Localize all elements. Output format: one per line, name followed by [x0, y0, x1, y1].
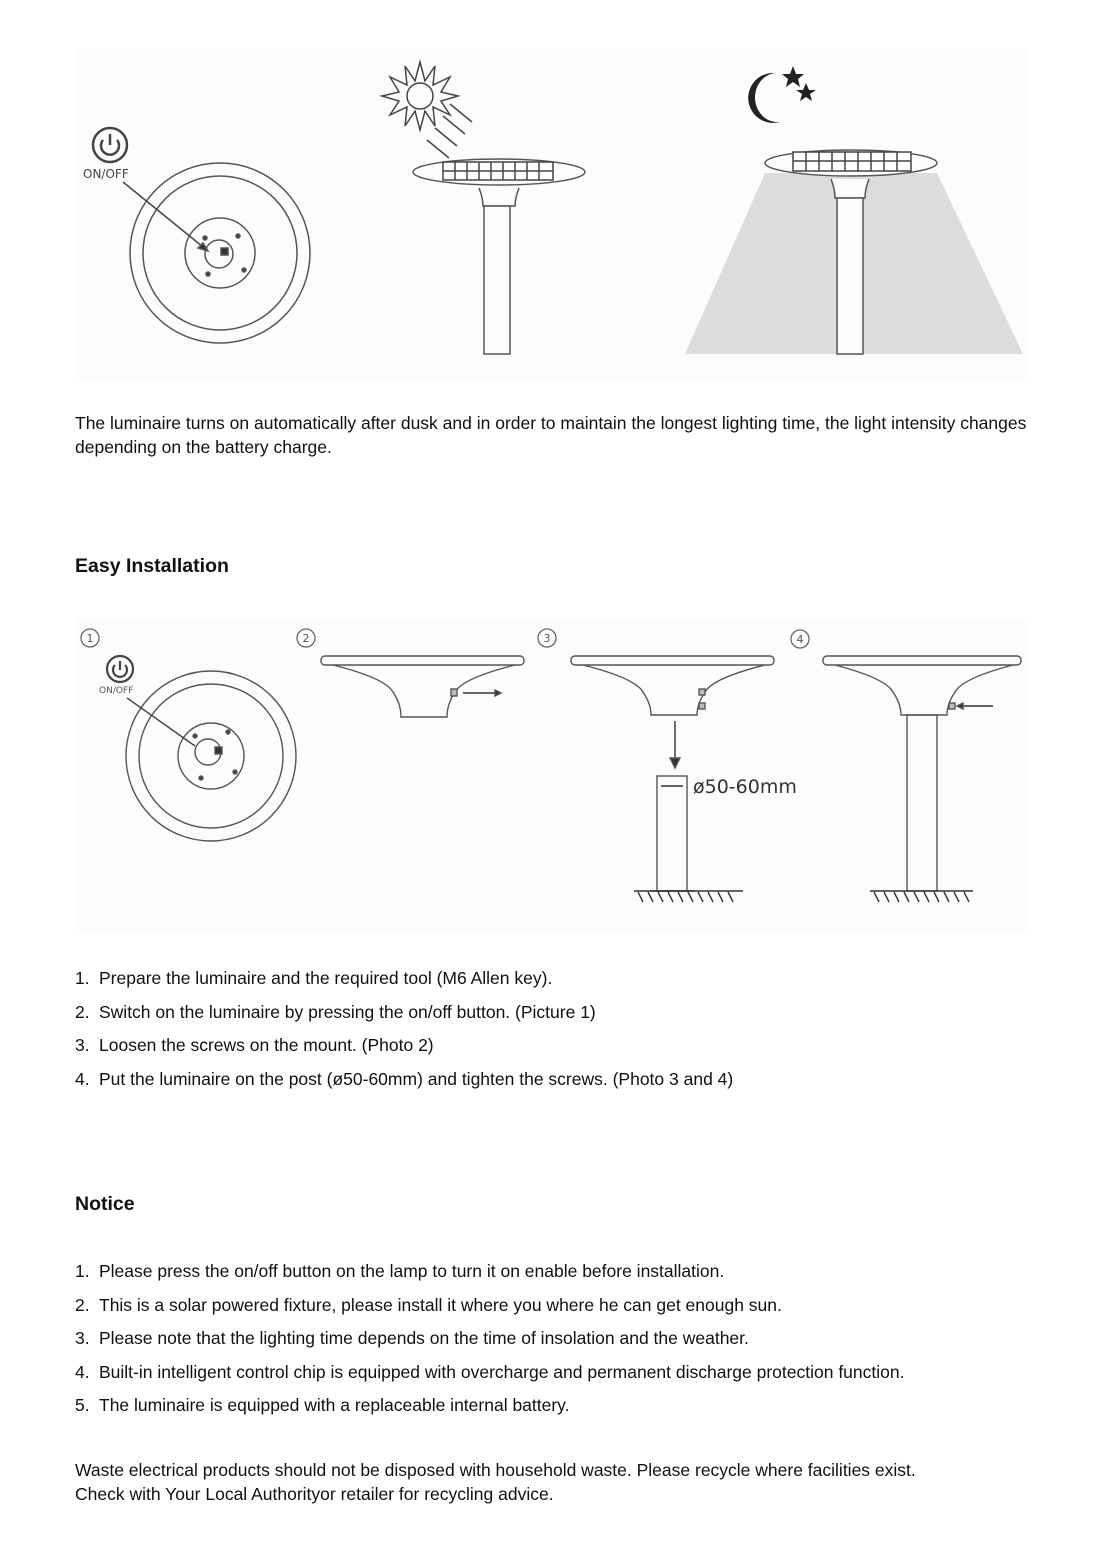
notice-heading: Notice [75, 1193, 135, 1215]
intro-paragraph: The luminaire turns on automatically after dusk and in order to maintain the longest lighting time, the light intensity changes depending on the battery charge. [75, 413, 1027, 457]
lamp-installed-icon [823, 656, 1021, 902]
on-off-label: ON/OFF [83, 167, 129, 181]
installation-illustration [75, 618, 1030, 930]
list-item: 4. Built-in intelligent control chip is equipped with overcharge and permanent discharge protection function. [75, 1361, 905, 1382]
operation-figure [75, 48, 1030, 378]
operation-illustration [75, 48, 1030, 378]
disposal-paragraph [75, 1458, 1045, 1506]
list-item: 2. Switch on the luminaire by pressing the on/off button. (Picture 1) [75, 1001, 596, 1022]
disposal-line-2: Check with Your Local Authorityor retailer for recycling advice. [75, 1484, 554, 1504]
svg-text:2: 2 [302, 632, 310, 645]
moon-stars-icon [748, 66, 816, 123]
installation-heading: Easy Installation [75, 555, 229, 577]
svg-text:1: 1 [86, 632, 94, 645]
svg-text:4: 4 [796, 633, 804, 646]
installation-figure [75, 618, 1030, 930]
on-off-label: ON/OFF [99, 686, 134, 696]
installation-steps [75, 966, 733, 1100]
lamp-day-icon [413, 159, 585, 354]
lamp-head-loosen-icon [321, 656, 524, 717]
lamp-underside-icon [126, 671, 296, 841]
disposal-line-1: Waste electrical products should not be disposed with household waste. Please recycle where facilities exist. [75, 1460, 916, 1480]
list-item: 3. Loosen the screws on the mount. (Photo 2) [75, 1035, 434, 1055]
list-item: 4. Put the luminaire on the post (ø50-60mm) and tighten the screws. (Photo 3 and 4) [75, 1068, 734, 1089]
list-item: 2. This is a solar powered fixture, please install it where you where he can get enough sun. [75, 1294, 782, 1315]
lamp-underside-icon [123, 163, 310, 343]
post-dimension-label: ø50-60mm [693, 776, 797, 798]
list-item: 5. The luminaire is equipped with a replaceable internal battery. [75, 1395, 570, 1415]
list-item: 1. Prepare the luminaire and the required tool (M6 Allen key). [75, 968, 553, 988]
power-icon [107, 656, 133, 682]
power-icon [93, 128, 127, 162]
list-item: 1. Please press the on/off button on the lamp to turn it on enable before installation. [75, 1261, 725, 1281]
notice-list [75, 1259, 904, 1427]
list-item: 3. Please note that the lighting time depends on the time of insolation and the weather. [75, 1328, 749, 1348]
svg-text:3: 3 [543, 632, 551, 645]
